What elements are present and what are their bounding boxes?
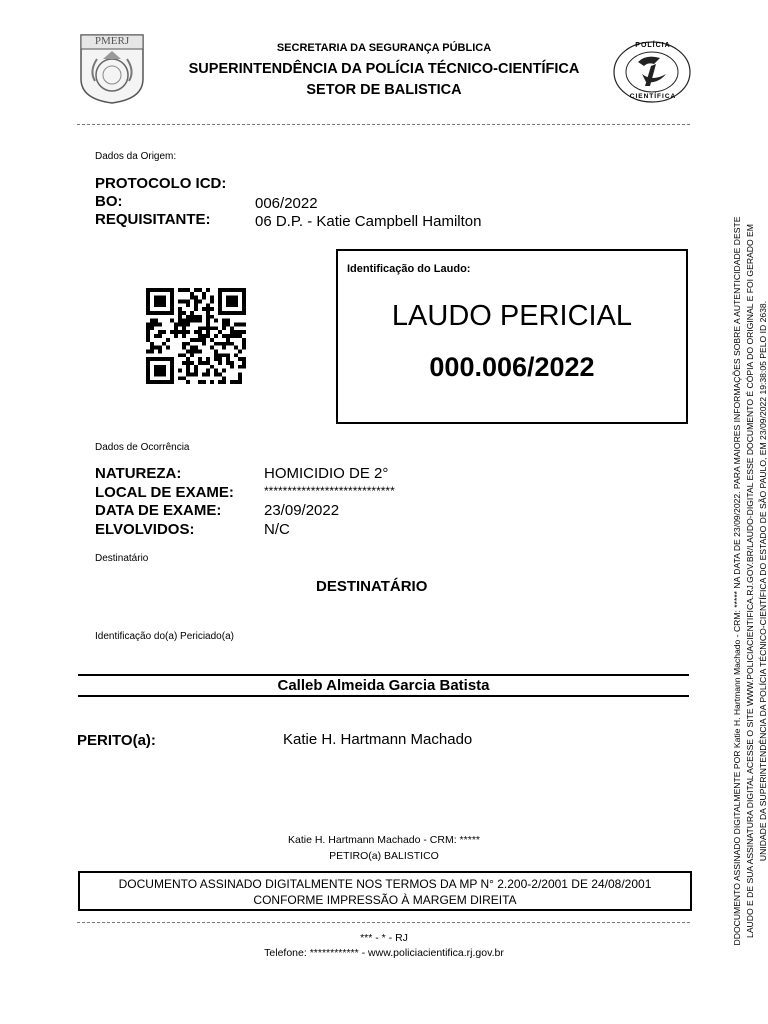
pmerj-logo-text: PMERJ (94, 35, 130, 47)
requisitante-value: 06 D.P. - Katie Campbell Hamilton (255, 213, 482, 230)
data-exame-label: DATA DE EXAME: (95, 502, 222, 519)
header-superintendencia: SUPERINTENDÊNCIA DA POLÍCIA TÉCNICO-CIENTÍFICA (188, 61, 580, 77)
periciado-section-label: Identificação do(a) Periciado(a) (95, 631, 234, 642)
margin-text-line1: DDOCUMENTO ASSINADO DIGITALMENTE POR Katie H. Hartmann Machado - CRM: ***** NA DATA DE 23/09/2022. PARA MAIORES INFORMAÇÕES SOBRE A AUTENTICIDADE DESTE (732, 216, 742, 946)
footer-divider (77, 922, 690, 923)
laudo-title: LAUDO PERICIAL (391, 300, 633, 332)
signature-name: Katie H. Hartmann Machado - CRM: ***** (288, 834, 480, 846)
laudo-identification-box (336, 249, 688, 424)
laudo-box-label: Identificação do Laudo: (347, 263, 471, 275)
signature-notice-line1: DOCUMENTO ASSINADO DIGITALMENTE NOS TERMOS DA MP N° 2.200-2/2001 DE 24/08/2001 (118, 877, 652, 891)
protocolo-label: PROTOCOLO ICD: (95, 175, 227, 192)
bo-label: BO: (95, 193, 123, 210)
periciado-name: Calleb Almeida Garcia Batista (277, 677, 490, 694)
origem-section-label: Dados da Origem: (95, 151, 177, 162)
signature-notice-line2: CONFORME IMPRESSÃO À MARGEM DIREITA (253, 893, 517, 907)
natureza-label: NATUREZA: (95, 465, 182, 482)
perito-name: Katie H. Hartmann Machado (283, 731, 473, 748)
periciado-bottom-rule (78, 695, 689, 697)
signature-role: PETIRO(a) BALISTICO (329, 850, 439, 862)
envolvidos-value: N/C (264, 521, 290, 538)
local-exame-label: LOCAL DE EXAME: (95, 484, 234, 501)
ocorrencia-section-label: Dados de Ocorrência (95, 442, 190, 453)
natureza-value: HOMICIDIO DE 2° (264, 465, 389, 482)
perito-label: PERITO(a): (77, 732, 156, 749)
header-setor: SETOR DE BALISTICA (306, 82, 462, 98)
header-secretaria: SECRETARIA DA SEGURANÇA PÚBLICA (276, 42, 492, 54)
envolvidos-label: ELVOLVIDOS: (95, 521, 195, 538)
periciado-top-rule (78, 674, 689, 676)
margin-text-line2: LAUDO E DE SUA ASSINATURA DIGITAL ACESSE O SITE WWW.POLICIACIENTIFICA.RJ.GOV.BR/LAUDO-DIGITAL ESSE DOCUMENTO É CÓPIA DO ORIGINAL E FOI GERADO EM (745, 224, 755, 938)
policia-cientifica-logo (612, 40, 692, 104)
margin-text-line3: UNIDADE DA SUPERINTENDÊNCIA DA POLÍCIA TÉCNICO-CIENTÍFICA DO ESTADO DE SÃO PAULO, EM 23/09/2022 19:38:05 PELO ID 2638. (758, 300, 768, 862)
header-divider (77, 124, 690, 125)
footer-contact: Telefone: ************ - www.policiacientifica.rj.gov.br (264, 947, 504, 959)
data-exame-value: 23/09/2022 (264, 502, 340, 519)
logo-text-bottom: CIENTÍFICA (629, 93, 677, 100)
bo-value: 006/2022 (255, 195, 318, 212)
digital-signature-notice (78, 871, 692, 911)
footer-location: *** - * - RJ (360, 932, 408, 944)
requisitante-label: REQUISITANTE: (95, 211, 211, 228)
local-exame-value: **************************** (264, 484, 395, 498)
destinatario-title: DESTINATÁRIO (316, 578, 428, 595)
logo-text-top: POLÍCIA (635, 42, 671, 49)
laudo-number: 000.006/2022 (429, 352, 595, 382)
qr-code (146, 288, 246, 384)
destinatario-section-label: Destinatário (95, 553, 149, 564)
